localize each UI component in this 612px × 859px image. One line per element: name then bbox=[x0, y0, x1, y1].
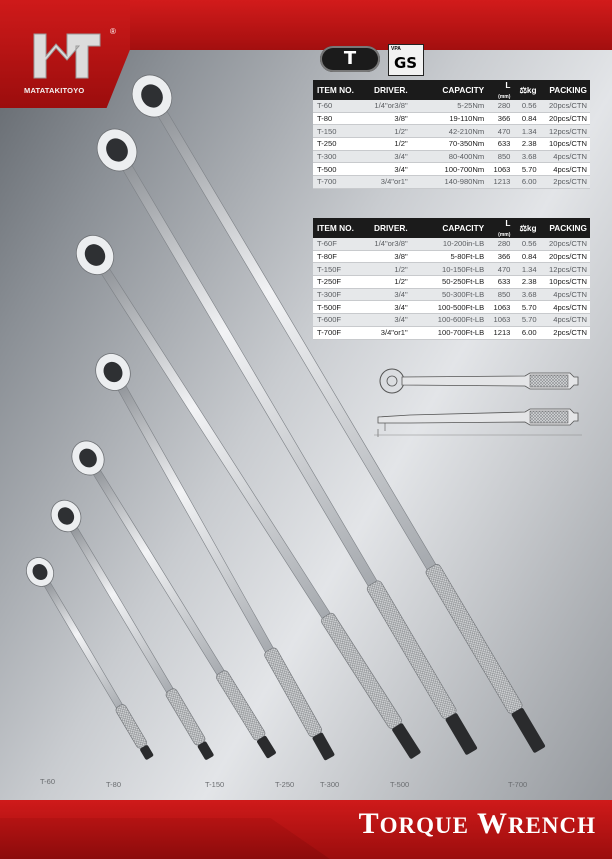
cell-weight: 5.70 bbox=[511, 301, 537, 314]
cell-driver: 1/2" bbox=[362, 276, 408, 289]
header-item-no: ITEM NO. bbox=[313, 218, 362, 238]
cell-driver: 3/4" bbox=[362, 314, 408, 327]
cell-packing: 20pcs/CTN bbox=[538, 112, 590, 125]
cell-length: 470 bbox=[485, 125, 511, 138]
cell-weight: 0.84 bbox=[511, 250, 537, 263]
table-row bbox=[313, 288, 590, 301]
header-packing: PACKING bbox=[538, 218, 590, 238]
cell-capacity: 80-400Nm bbox=[409, 150, 486, 163]
cell-packing: 4pcs/CTN bbox=[538, 163, 590, 176]
table-row bbox=[313, 276, 590, 289]
header-length bbox=[485, 218, 511, 238]
header-weight bbox=[511, 80, 537, 100]
cell-packing: 12pcs/CTN bbox=[538, 263, 590, 276]
wrench-end-cap bbox=[511, 707, 546, 753]
weight-unit: kg bbox=[526, 223, 537, 233]
cell-packing: 4pcs/CTN bbox=[538, 314, 590, 327]
technical-drawing bbox=[370, 365, 595, 445]
table-row bbox=[313, 150, 590, 163]
cell-driver: 3/4" bbox=[362, 150, 408, 163]
cell-length: 366 bbox=[485, 250, 511, 263]
cell-length: 633 bbox=[485, 138, 511, 151]
cell-capacity: 10-200in-LB bbox=[409, 238, 486, 250]
cell-packing: 4pcs/CTN bbox=[538, 301, 590, 314]
header-packing: PACKING bbox=[538, 80, 590, 100]
cell-packing: 10pcs/CTN bbox=[538, 138, 590, 151]
cell-capacity: 100-700Ft-LB bbox=[409, 326, 486, 339]
cell-packing: 20pcs/CTN bbox=[538, 100, 590, 112]
cell-driver: 1/4"or3/8" bbox=[362, 100, 408, 112]
wrench-grip bbox=[165, 687, 207, 746]
cell-weight: 3.68 bbox=[511, 288, 537, 301]
length-unit: (mm) bbox=[498, 94, 511, 100]
wrench-label: T-60 bbox=[40, 777, 56, 786]
wrench-end-cap bbox=[312, 732, 335, 761]
wrench-label: T-700 bbox=[508, 780, 528, 789]
table-row bbox=[313, 163, 590, 176]
weight-unit: kg bbox=[526, 85, 537, 95]
cell-capacity: 140-980Nm bbox=[409, 176, 486, 189]
table-row bbox=[313, 326, 590, 339]
cell-length: 850 bbox=[485, 288, 511, 301]
title-initial-1: T bbox=[358, 807, 380, 840]
wrench-grip bbox=[215, 669, 267, 741]
cell-weight: 6.00 bbox=[511, 326, 537, 339]
cell-item-no: T-250F bbox=[313, 276, 362, 289]
brand-name: MATATAKITOYO bbox=[24, 86, 85, 95]
cell-driver: 1/2" bbox=[362, 138, 408, 151]
cell-capacity: 50-250Ft-LB bbox=[409, 276, 486, 289]
cell-length: 1063 bbox=[485, 163, 511, 176]
wrench-label: T-150 bbox=[205, 780, 225, 789]
cell-item-no: T-150F bbox=[313, 263, 362, 276]
cell-capacity: 42-210Nm bbox=[409, 125, 486, 138]
length-label: L bbox=[505, 218, 511, 228]
cell-weight: 0.56 bbox=[511, 238, 537, 250]
table-row bbox=[313, 100, 590, 112]
wrench bbox=[21, 552, 161, 764]
header-weight bbox=[511, 218, 537, 238]
wrench bbox=[89, 347, 345, 766]
spec-table-nm bbox=[313, 80, 590, 189]
cell-item-no: T-700F bbox=[313, 326, 362, 339]
cell-length: 366 bbox=[485, 112, 511, 125]
table-row bbox=[313, 263, 590, 276]
length-label: L bbox=[505, 80, 511, 90]
header-length bbox=[485, 80, 511, 100]
series-badge: T bbox=[320, 46, 380, 72]
header-capacity: CAPACITY bbox=[409, 218, 486, 238]
wrench-label: T-80 bbox=[106, 780, 122, 789]
wrench-shaft bbox=[68, 523, 178, 701]
cell-item-no: T-300 bbox=[313, 150, 362, 163]
cell-packing: 2pcs/CTN bbox=[538, 176, 590, 189]
cell-driver: 1/2" bbox=[362, 125, 408, 138]
wrench-label: T-250 bbox=[275, 780, 295, 789]
table-row bbox=[313, 301, 590, 314]
cell-weight: 1.34 bbox=[511, 263, 537, 276]
cell-item-no: T-60F bbox=[313, 238, 362, 250]
table-row bbox=[313, 238, 590, 250]
cell-capacity: 5-80Ft-LB bbox=[409, 250, 486, 263]
cell-driver: 3/4"or1" bbox=[362, 176, 408, 189]
registered-mark: ® bbox=[110, 27, 116, 36]
cell-driver: 1/4"or3/8" bbox=[362, 238, 408, 250]
cell-weight: 6.00 bbox=[511, 176, 537, 189]
cell-weight: 0.56 bbox=[511, 100, 537, 112]
cell-capacity: 100-500Ft-LB bbox=[409, 301, 486, 314]
cell-length: 280 bbox=[485, 100, 511, 112]
title-rest-2: RENCH bbox=[507, 813, 596, 838]
cell-capacity: 70-350Nm bbox=[409, 138, 486, 151]
cell-capacity: 50-300Ft-LB bbox=[409, 288, 486, 301]
wrench-shaft bbox=[90, 464, 230, 683]
cell-item-no: T-80 bbox=[313, 112, 362, 125]
cell-packing: 4pcs/CTN bbox=[538, 288, 590, 301]
cell-length: 1063 bbox=[485, 314, 511, 327]
cell-weight: 2.38 bbox=[511, 138, 537, 151]
scale-icon: ⚖ bbox=[519, 223, 527, 233]
cell-item-no: T-250 bbox=[313, 138, 362, 151]
cell-capacity: 10-150Ft-LB bbox=[409, 263, 486, 276]
cell-length: 850 bbox=[485, 150, 511, 163]
cell-packing: 12pcs/CTN bbox=[538, 125, 590, 138]
wrench-end-cap bbox=[445, 712, 478, 755]
cell-length: 1063 bbox=[485, 301, 511, 314]
header-item-no: ITEM NO. bbox=[313, 80, 362, 100]
cell-capacity: 19-110Nm bbox=[409, 112, 486, 125]
table-row bbox=[313, 112, 590, 125]
wrench-end-cap bbox=[391, 723, 421, 760]
wrench-label: T-300 bbox=[320, 780, 340, 789]
cell-capacity: 100-600Ft-LB bbox=[409, 314, 486, 327]
wrench-grip bbox=[114, 703, 148, 750]
cell-capacity: 5-25Nm bbox=[409, 100, 486, 112]
page-title bbox=[359, 807, 596, 841]
title-rest-1: ORQUE bbox=[379, 813, 469, 838]
cell-driver: 1/2" bbox=[362, 263, 408, 276]
cell-item-no: T-80F bbox=[313, 250, 362, 263]
wrench-grip bbox=[263, 646, 323, 738]
cell-driver: 3/8" bbox=[362, 112, 408, 125]
table-row bbox=[313, 138, 590, 151]
gs-top-text: VPA bbox=[391, 46, 401, 52]
cell-item-no: T-150 bbox=[313, 125, 362, 138]
cell-length: 633 bbox=[485, 276, 511, 289]
cell-driver: 3/4"or1" bbox=[362, 326, 408, 339]
cell-item-no: T-500F bbox=[313, 301, 362, 314]
title-initial-2: W bbox=[476, 807, 508, 840]
cell-capacity: 100-700Nm bbox=[409, 163, 486, 176]
header-driver: DRIVER. bbox=[362, 218, 408, 238]
cell-item-no: T-500 bbox=[313, 163, 362, 176]
header-driver: DRIVER. bbox=[362, 80, 408, 100]
cell-weight: 5.70 bbox=[511, 314, 537, 327]
cell-length: 1213 bbox=[485, 176, 511, 189]
cell-packing: 20pcs/CTN bbox=[538, 238, 590, 250]
cell-packing: 4pcs/CTN bbox=[538, 150, 590, 163]
cell-driver: 3/4" bbox=[362, 288, 408, 301]
cell-packing: 2pcs/CTN bbox=[538, 326, 590, 339]
cell-weight: 5.70 bbox=[511, 163, 537, 176]
cell-length: 1213 bbox=[485, 326, 511, 339]
cell-item-no: T-60 bbox=[313, 100, 362, 112]
cell-weight: 2.38 bbox=[511, 276, 537, 289]
table-row bbox=[313, 314, 590, 327]
cell-driver: 3/4" bbox=[362, 301, 408, 314]
wrench-label: T-500 bbox=[390, 780, 410, 789]
cell-item-no: T-700 bbox=[313, 176, 362, 189]
length-unit: (mm) bbox=[498, 232, 511, 238]
cell-length: 280 bbox=[485, 238, 511, 250]
cell-weight: 1.34 bbox=[511, 125, 537, 138]
spec-table-lb bbox=[313, 218, 590, 340]
table-header-row bbox=[313, 80, 590, 100]
cell-weight: 0.84 bbox=[511, 112, 537, 125]
scale-icon: ⚖ bbox=[519, 85, 527, 95]
table-row bbox=[313, 176, 590, 189]
cell-packing: 10pcs/CTN bbox=[538, 276, 590, 289]
cell-driver: 3/8" bbox=[362, 250, 408, 263]
table-row bbox=[313, 250, 590, 263]
cell-item-no: T-300F bbox=[313, 288, 362, 301]
cell-length: 470 bbox=[485, 263, 511, 276]
gs-main-text: GS bbox=[394, 54, 418, 72]
cell-item-no: T-600F bbox=[313, 314, 362, 327]
table-header-row bbox=[313, 218, 590, 238]
cell-packing: 20pcs/CTN bbox=[538, 250, 590, 263]
table-row bbox=[313, 125, 590, 138]
cell-weight: 3.68 bbox=[511, 150, 537, 163]
header-capacity: CAPACITY bbox=[409, 80, 486, 100]
cell-driver: 3/4" bbox=[362, 163, 408, 176]
